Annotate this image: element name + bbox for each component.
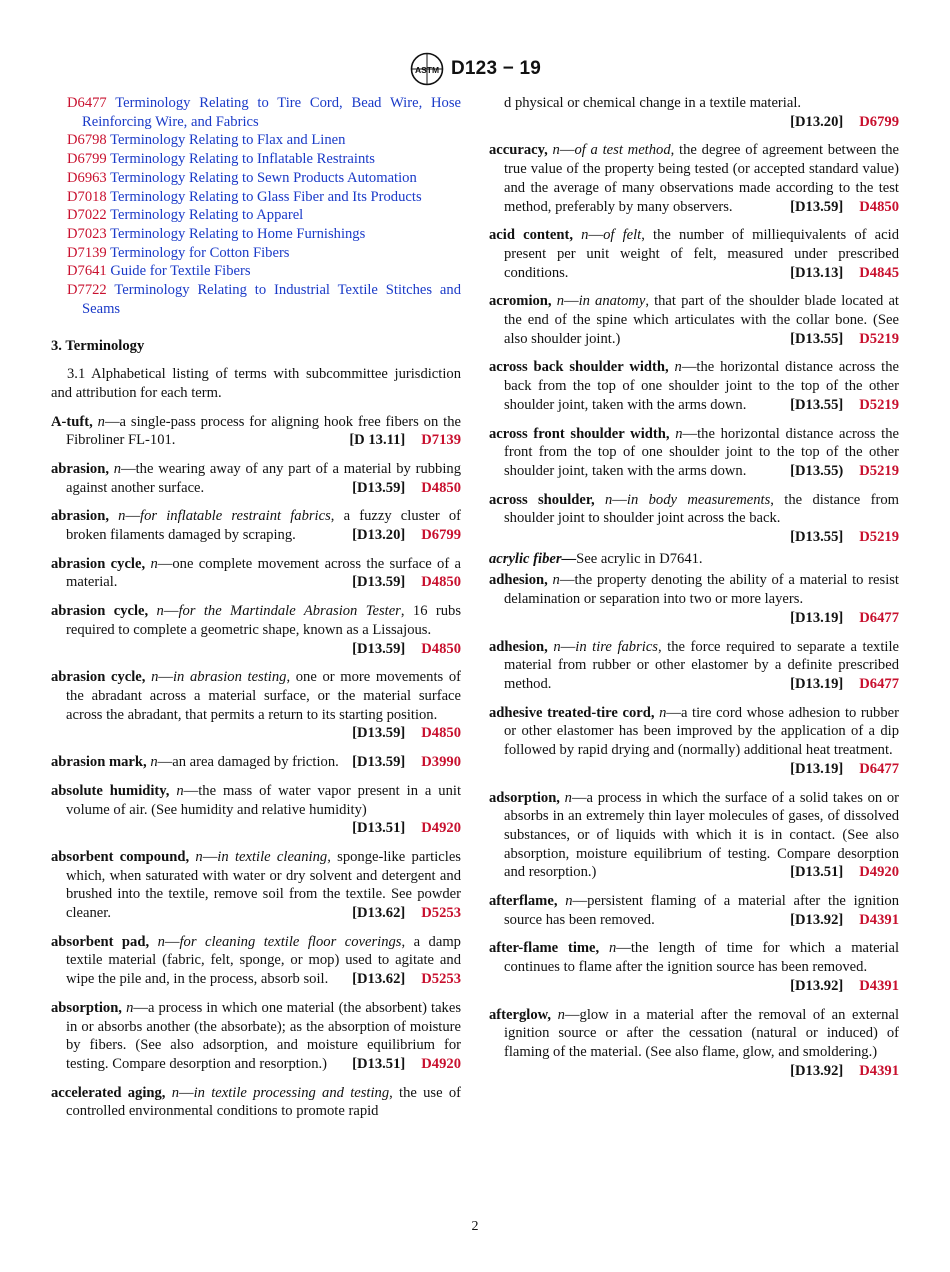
subcommittee: [D13.19] <box>790 760 844 777</box>
standard-code: D5253 <box>421 905 461 922</box>
term-definition: the horizontal distance across the front from the top of one shoulder joint to the top of the other shoulder joint, taken with the arms down. <box>504 425 899 479</box>
part-of-speech: n <box>675 425 683 442</box>
subcommittee: [D13.51] <box>790 864 844 881</box>
term-name: adhesion, <box>489 638 548 655</box>
term-entry: afterflame, n—persistent flaming of a material after the ignition source has been removed. [D13.92] D4391 <box>489 893 899 928</box>
term-qualifier: in abrasion testing <box>172 669 287 686</box>
subcommittee: [D13.59] <box>352 725 406 742</box>
term-attribution <box>780 528 899 547</box>
term-attribution <box>342 970 461 989</box>
reference-item <box>51 169 461 188</box>
term-attribution <box>780 609 899 628</box>
term-attribution <box>342 753 461 772</box>
term-name: abrasion cycle, <box>51 603 149 620</box>
right-entries <box>489 94 899 1080</box>
term-qualifier: in tire fabrics <box>575 638 658 655</box>
reference-title: Terminology Relating to Industrial Textile Stitches and Seams <box>82 282 461 317</box>
standard-code: D5219 <box>859 330 899 347</box>
standard-code: D4850 <box>421 640 461 657</box>
subcommittee: [D13.92] <box>790 911 844 928</box>
term-entry: adhesion, n—the property denoting the ability of a material to resist delamination or separation into two or more layers. [D13.19] D6477 <box>489 572 899 626</box>
reference-item <box>51 131 461 150</box>
term-name: after-flame time, <box>489 940 600 957</box>
reference-title: Terminology Relating to Tire Cord, Bead Wire, Hose Reinforcing Wire, and Fabrics <box>82 95 461 130</box>
term-definition: a process in which one material (the absorbent) takes in or absorbs another (the absorbate); as the absorption of moisture by fibers. (See also adsorption, and moisture equilibrium for testing. Compare desorption and resorption.) <box>66 999 461 1072</box>
term-definition: , a fuzzy cluster of broken filaments damaged by scraping. <box>66 508 462 544</box>
part-of-speech: n <box>565 893 573 910</box>
reference-code: D6798 <box>67 132 107 149</box>
term-attribution <box>342 526 461 545</box>
term-name: abrasion mark, <box>51 754 147 771</box>
part-of-speech: n <box>608 940 617 957</box>
term-attribution <box>780 911 899 930</box>
part-of-speech: n <box>157 933 165 950</box>
standard-code: D6799 <box>421 527 461 544</box>
term-definition: the wearing away of any part of a material by rubbing against another surface. <box>66 460 461 496</box>
reference-item <box>51 281 461 318</box>
term-name: abrasion cycle, <box>51 555 146 572</box>
part-of-speech: n <box>659 704 667 721</box>
term-name: abrasion, <box>51 508 109 525</box>
term-attribution <box>780 760 899 779</box>
part-of-speech: n <box>113 460 122 477</box>
term-attribution <box>780 198 899 217</box>
term-definition: , that part of the shoulder blade located at the end of the spine which articulates with the collar bone. (See also shoulder joint.) <box>504 293 899 347</box>
page-header <box>0 52 950 91</box>
term-attribution <box>342 640 461 659</box>
reference-title: Guide for Textile Fibers <box>110 263 251 280</box>
term-entry: abrasion, n—for inflatable restraint fabrics, a fuzzy cluster of broken filaments damaged by scraping. [D13.20] D6799 <box>51 508 462 544</box>
standard-code: D4850 <box>859 198 899 215</box>
term-attribution <box>780 1062 899 1081</box>
term-definition: one complete movement across the surface of a material. <box>66 555 462 591</box>
term-definition: , the number of milliequivalents of acid present per unit weight of felt, measured under prescribed conditions. <box>504 227 899 281</box>
standard-code: D4920 <box>421 820 461 837</box>
term-definition: , the degree of agreement between the true value of the property being tested (or accepted standard value) and the average of many observations made according to the test method, preferably by many observers. <box>504 142 899 215</box>
document-designation: D123 − 19 <box>450 58 541 79</box>
term-attribution <box>780 675 899 694</box>
term-qualifier: in textile processing and testing <box>193 1084 390 1101</box>
term-qualifier: of a test method <box>574 142 671 159</box>
term-entry: across back shoulder width, n—the horizontal distance across the back from the top of one shoulder joint to the top of the other shoulder joint, taken with the arms down. [D13.55] D5219 <box>489 359 899 413</box>
standard-code: D6477 <box>859 675 899 692</box>
right-column <box>489 94 899 1080</box>
term-attribution <box>780 264 899 283</box>
standard-code: D5219 <box>859 396 899 413</box>
part-of-speech: n <box>605 491 613 508</box>
term-definition: a process in which the surface of a solid takes on or absorbs in an extremely thin layer molecules of gases, of dissolved substances, or of liquids with which it is in contact. (See also absorption, moisture equilibrium of testing. Compare desorption and resorption.) <box>504 789 899 881</box>
reference-code: D7641 <box>67 263 107 280</box>
term-definition: , sponge-like particles which, when saturated with water or dry solvent and detergent and brushed into the textile, remove soil from the textile. See powder cleaner. <box>66 848 461 922</box>
term-entry-continued <box>489 94 899 131</box>
left-entries <box>51 413 461 1122</box>
part-of-speech: n <box>581 227 589 244</box>
reference-item <box>51 262 461 281</box>
term-qualifier: in body measurements <box>626 491 771 508</box>
left-column <box>51 94 461 1121</box>
term-entry: abrasion cycle, n—for the Martindale Abrasion Tester, 16 rubs required to complete a geometric shape, known as a Lissajous. [D13.59] D4850 <box>51 603 462 657</box>
reference-code: D6963 <box>67 169 107 186</box>
subcommittee: [D13.51] <box>352 820 406 837</box>
page-number: 2 <box>471 1219 479 1234</box>
term-entry: adhesion, n—in tire fabrics, the force required to separate a textile material from rubber or other elastomer by a definite prescribed method. [D13.19] D6477 <box>489 638 899 692</box>
standard-code: D6477 <box>859 609 899 626</box>
term-name: absolute humidity, <box>51 782 170 799</box>
term-definition: a single-pass process for aligning hook free fibers on the Fibroliner FL-101. <box>66 413 461 449</box>
term-name: adhesion, <box>489 572 548 589</box>
part-of-speech: n <box>171 1084 180 1101</box>
standard-code: D4845 <box>859 264 899 281</box>
subcommittee: [D13.55] <box>790 529 844 546</box>
term-qualifier: for the Martindale Abrasion Tester <box>178 603 401 620</box>
reference-item <box>51 206 461 225</box>
term-definition: , the distance from shoulder joint to shoulder joint across the back. <box>504 491 900 527</box>
term-qualifier: for cleaning textile floor coverings <box>179 933 402 950</box>
term-attribution <box>780 330 899 349</box>
reference-item <box>51 150 461 169</box>
term-definition: persistent flaming of a material after the ignition source has been removed. <box>504 893 899 928</box>
standard-code: D6477 <box>859 760 899 777</box>
term-entry: absorbent pad, n—for cleaning textile floor coverings, a damp textile material (fabric, felt, sponge, or mop) used to agitate and wipe the pile and, in the process, absorb soil. [D13.62] D5253 <box>51 933 461 988</box>
term-attribution <box>780 863 899 882</box>
standard-code: D5219 <box>859 462 899 479</box>
term-entry: absolute humidity, n—the mass of water vapor present in a unit volume of air. (See humidity and relative humidity) [D13.51] D4920 <box>51 782 461 837</box>
term-entry: adsorption, n—a process in which the surface of a solid takes on or absorbs in an extremely thin layer molecules of gases, of dissolved substances, or of liquids with which it is in contact. (See also absorption, moisture equilibrium of testing. Compare desorption and resorption.) [D13.51] D4920 <box>489 789 899 881</box>
part-of-speech: n <box>126 999 134 1016</box>
term-attribution <box>780 113 899 132</box>
standard-code: D4850 <box>421 725 461 742</box>
term-name: afterflame, <box>489 893 558 910</box>
term-name: acrylic fiber <box>489 550 562 567</box>
part-of-speech: n <box>552 572 560 589</box>
reference-code: D7018 <box>67 188 107 205</box>
term-name: accuracy, <box>489 142 548 159</box>
term-entry: abrasion mark, n—an area damaged by friction. [D13.59] D3990 <box>51 754 461 771</box>
part-of-speech: n <box>156 603 164 620</box>
standard-code: D5253 <box>421 971 461 988</box>
subcommittee: [D13.59] <box>352 754 406 771</box>
subcommittee: [D13.92] <box>790 977 844 994</box>
term-name: abrasion, <box>51 460 109 477</box>
term-definition: See acrylic in D7641. <box>576 550 703 567</box>
part-of-speech: n <box>150 555 158 572</box>
term-entry: across shoulder, n—in body measurements, the distance from shoulder joint to shoulder joint across the back. [D13.55] D5219 <box>489 491 900 546</box>
part-of-speech: n <box>195 848 203 865</box>
term-definition: , a damp textile material (fabric, felt, sponge, or mop) used to agitate and wipe the pile and, in the process, absorb soil. <box>66 933 461 988</box>
subcommittee: [D13.51] <box>352 1055 406 1072</box>
term-attribution <box>342 819 461 838</box>
reference-code: D7022 <box>67 207 107 224</box>
reference-title: Terminology Relating to Inflatable Restraints <box>110 151 375 168</box>
subcommittee: [D13.92] <box>790 1062 844 1079</box>
term-definition: the length of time for which a material continues to flame after the ignition source has been removed. <box>504 940 899 976</box>
subcommittee: [D13.59] <box>352 574 406 591</box>
term-name: accelerated aging, <box>51 1084 166 1101</box>
em-dash: — <box>561 550 577 567</box>
subcommittee: [D13.62] <box>352 905 406 922</box>
reference-code: D7139 <box>67 244 107 261</box>
subcommittee: [D 13.11] <box>349 432 406 449</box>
part-of-speech: n <box>118 508 126 525</box>
standard-code: D4920 <box>859 864 899 881</box>
term-attribution <box>342 1055 461 1074</box>
subcommittee: [D13.55] <box>790 330 844 347</box>
standard-code: D7139 <box>421 432 461 449</box>
standard-code: D4850 <box>421 574 461 591</box>
subcommittee: [D13.62] <box>352 971 406 988</box>
reference-code: D7722 <box>67 282 107 299</box>
term-qualifier: in textile cleaning <box>217 848 328 865</box>
term-entry: acid content, n—of felt, the number of milliequivalents of acid present per unit weight of felt, measured under prescribed conditions. [D13.13] D4845 <box>489 227 899 281</box>
standard-code: D4391 <box>859 977 899 994</box>
term-definition: , 16 rubs required to complete a geometric shape, known as a Lissajous. <box>66 603 462 638</box>
term-entry: A-tuft, n—a single-pass process for aligning hook free fibers on the Fibroliner FL-101. [D 13.11] D7139 <box>51 413 461 449</box>
standard-code: D6799 <box>859 113 899 130</box>
subcommittee: [D13.13] <box>790 264 844 281</box>
standard-code: D4391 <box>859 1062 899 1079</box>
term-entry: abrasion, n—the wearing away of any part of a material by rubbing against another surface. [D13.59] D4850 <box>51 460 461 496</box>
term-entry: adhesive treated-tire cord, n—a tire cord whose adhesion to rubber or other elastomer has been improved by the application of a dip followed by rapid drying and (normally) additional heat treatment. [D13.19] D6477 <box>489 704 899 777</box>
reference-item <box>51 225 461 244</box>
term-definition: the mass of water vapor present in a unit volume of air. (See humidity and relative humidity) <box>66 782 461 818</box>
reference-title: Terminology Relating to Home Furnishings <box>110 225 366 242</box>
term-qualifier: in anatomy <box>578 293 646 310</box>
term-name: across front shoulder width, <box>489 425 670 442</box>
term-entry: absorbent compound, n—in textile cleaning, sponge-like particles which, when saturated with water or dry solvent and detergent and brushed into the textile, remove soil from the textile. See powder cleaner. [D13.62] D5253 <box>51 848 461 922</box>
term-name: absorption, <box>51 999 122 1016</box>
term-attribution <box>342 573 461 592</box>
reference-code: D6477 <box>67 95 107 111</box>
term-entry: acromion, n—in anatomy, that part of the shoulder blade located at the end of the spine which articulates with the collar bone. (See also shoulder joint.) [D13.55] D5219 <box>489 293 899 347</box>
term-entry: abrasion cycle, n—in abrasion testing, one or more movements of the abradant across a material surface, or the material surface across the abradant, that permits a return to its starting position. [D13.59] D4850 <box>51 669 461 742</box>
term-name: adhesive treated-tire cord, <box>489 704 655 721</box>
subcommittee: [D13.59] <box>790 198 844 215</box>
term-entry <box>489 550 899 569</box>
term-entry: abrasion cycle, n—one complete movement across the surface of a material. [D13.59] D4850 <box>51 555 462 591</box>
term-attribution <box>339 431 461 450</box>
reference-item <box>51 94 461 131</box>
reference-code: D6799 <box>67 151 107 168</box>
term-definition: an area damaged by friction. <box>172 754 339 771</box>
part-of-speech: n <box>674 359 682 376</box>
term-definition: , one or more movements of the abradant across a material surface, or the material surface across the abradant, that permits a return to its starting position. <box>66 669 461 723</box>
term-entry: accuracy, n—of a test method, the degree of agreement between the true value of the property being tested (or accepted standard value) and the average of many observations made according to the test method, preferably by many observers. [D13.59] D4850 <box>489 142 899 215</box>
standard-code: D3990 <box>421 754 461 771</box>
subcommittee: [D13.19] <box>790 675 844 692</box>
logo-text: ASTM <box>414 65 440 75</box>
term-name: absorbent compound, <box>51 848 190 865</box>
term-name: across back shoulder width, <box>489 359 669 376</box>
section-title: 3. Terminology <box>51 338 145 355</box>
term-name: afterglow, <box>489 1006 552 1023</box>
part-of-speech: n <box>557 1006 565 1023</box>
term-qualifier: of felt <box>603 227 642 244</box>
reference-item <box>51 244 461 263</box>
subcommittee: [D13.20] <box>352 527 406 544</box>
part-of-speech: n <box>97 413 105 430</box>
part-of-speech: n <box>176 782 184 799</box>
term-name: acid content, <box>489 227 573 244</box>
term-attribution <box>342 904 461 923</box>
term-attribution <box>780 977 899 996</box>
reference-list <box>51 94 461 318</box>
term-entry: afterglow, n—glow in a material after the removal of an external ignition source or after the cessation (natural or induced) of flaming of the material. (See also flame, glow, and smoldering.) [D13.92] D4391 <box>489 1006 899 1079</box>
term-entry: across front shoulder width, n—the horizontal distance across the front from the top of one shoulder joint to the top of the other shoulder joint, taken with the arms down. [D13.55) D5219 <box>489 425 899 479</box>
subcommittee: [D13.55] <box>790 396 844 413</box>
standard-code: D4391 <box>859 911 899 928</box>
part-of-speech: n <box>553 638 561 655</box>
subcommittee: [D13.19] <box>790 609 844 626</box>
part-of-speech: n <box>564 789 572 806</box>
term-attribution <box>780 462 899 481</box>
reference-title: Terminology Relating to Sewn Products Automation <box>110 169 417 186</box>
term-name: abrasion cycle, <box>51 669 146 686</box>
reference-title: Terminology Relating to Apparel <box>110 207 304 224</box>
term-definition: a tire cord whose adhesion to rubber or other elastomer has been improved by the application of a dip followed by rapid drying and (normally) additional heat treatment. <box>504 704 899 759</box>
part-of-speech: n <box>552 142 560 159</box>
term-attribution <box>342 479 461 498</box>
term-entry: absorption, n—a process in which one material (the absorbent) takes in or absorbs another (the absorbate); as the absorption of moisture by fibers. (See also adsorption, and moisture equilibrium for testing. Compare desorption and resorption.) [D13.51] D4920 <box>51 999 461 1072</box>
subcommittee: [D13.59] <box>352 479 406 496</box>
reference-title: Terminology Relating to Flax and Linen <box>110 132 346 149</box>
reference-code: D7023 <box>67 225 107 242</box>
term-entry: accelerated aging, n—in textile processing and testing, the use of controlled environmental conditions to promote rapid <box>51 1084 461 1120</box>
term-qualifier: for inflatable restraint fabrics <box>140 508 331 525</box>
term-definition-continued: d physical or chemical change in a textile material. <box>504 95 802 111</box>
term-name: A-tuft, <box>51 413 93 430</box>
part-of-speech: n <box>151 669 159 686</box>
subcommittee: [D13.55) <box>790 462 844 479</box>
term-entry: after-flame time, n—the length of time for which a material continues to flame after the ignition source has been removed. [D13.92] D4391 <box>489 940 899 994</box>
astm-logo <box>409 52 445 86</box>
term-definition-part: , the use of controlled environmental conditions to promote rapid <box>66 1084 461 1120</box>
subcommittee: [D13.20] <box>790 113 844 130</box>
term-name: absorbent pad, <box>51 933 150 950</box>
standard-code: D4920 <box>421 1055 461 1072</box>
term-definition: glow in a material after the removal of an external ignition source or after the cessation (natural or induced) of flaming of the material. (See also flame, glow, and smoldering.) <box>504 1006 899 1060</box>
term-attribution <box>342 724 461 743</box>
term-name: acromion, <box>489 293 552 310</box>
term-name: across shoulder, <box>489 491 595 508</box>
term-attribution <box>780 396 899 415</box>
term-definition: the property denoting the ability of a material to resist delamination or separation into two or more layers. <box>504 572 899 608</box>
term-definition: the horizontal distance across the back from the top of one shoulder joint to the top of the other shoulder joint, taken with the arms down. <box>504 359 899 413</box>
section-intro: 3.1 Alphabetical listing of terms with subcommittee jurisdiction and attribution for each term. <box>51 366 461 401</box>
part-of-speech: n <box>150 754 158 771</box>
term-definition: , the force required to separate a textile material from rubber or other elastomer by a definite prescribed method. <box>504 638 899 692</box>
standard-code: D4850 <box>421 479 461 496</box>
reference-title: Terminology for Cotton Fibers <box>110 244 290 261</box>
standard-code: D5219 <box>859 529 899 546</box>
subcommittee: [D13.59] <box>352 640 406 657</box>
term-name: adsorption, <box>489 789 560 806</box>
reference-title: Terminology Relating to Glass Fiber and Its Products <box>110 188 422 205</box>
reference-item <box>51 188 461 207</box>
part-of-speech: n <box>556 293 564 310</box>
